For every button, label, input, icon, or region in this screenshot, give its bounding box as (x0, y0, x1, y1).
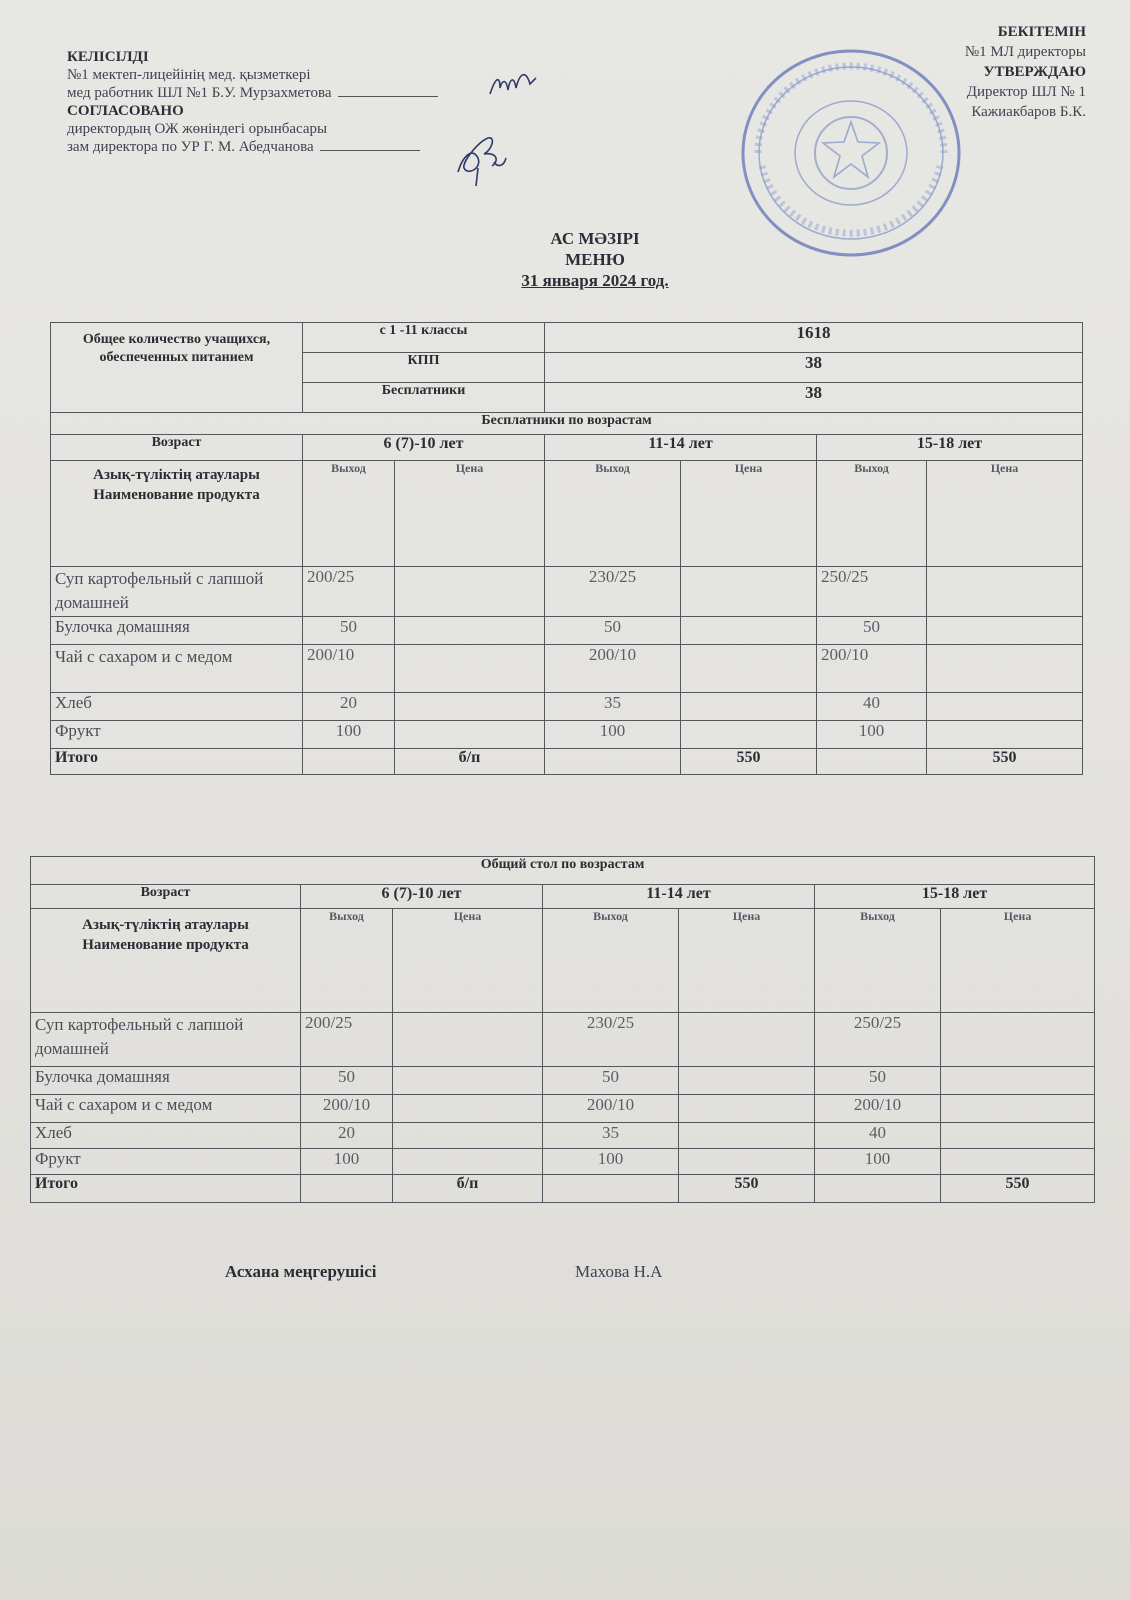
product-name: Фрукт (31, 1149, 301, 1175)
age-group: 6 (7)-10 лет (303, 435, 545, 461)
ru-approve-title: УТВЕРЖДАЮ (983, 64, 1086, 80)
total-value: 550 (681, 749, 817, 775)
output-value: 50 (543, 1067, 679, 1095)
output-value: 50 (301, 1067, 393, 1095)
output-value: 200/10 (545, 645, 681, 693)
table-row (31, 1013, 1095, 1067)
col-price: Цена (927, 461, 1083, 567)
output-value: 20 (301, 1123, 393, 1149)
age-label: Возраст (51, 435, 303, 461)
output-value: 200/10 (301, 1095, 393, 1123)
signature-line (320, 140, 420, 151)
output-value: 40 (817, 693, 927, 721)
output-value: 50 (815, 1067, 941, 1095)
canteen-head-role: Асхана меңгерушісі (225, 1262, 377, 1281)
col-output: Выход (817, 461, 927, 567)
col-output: Выход (301, 909, 393, 1013)
total-row (31, 1175, 1095, 1203)
output-value: 20 (303, 693, 395, 721)
table-row (31, 1095, 1095, 1123)
output-value: 50 (303, 617, 395, 645)
summary-name: с 1 -11 классы (303, 323, 545, 353)
approval-left (67, 48, 438, 156)
output-value: 100 (303, 721, 395, 749)
table-row (31, 1123, 1095, 1149)
product-name: Булочка домашняя (51, 617, 303, 645)
output-value: 230/25 (545, 567, 681, 617)
summary-value: 38 (545, 383, 1083, 413)
output-value: 35 (543, 1123, 679, 1149)
col-output: Выход (545, 461, 681, 567)
col-price: Цена (941, 909, 1095, 1013)
output-value: 200/25 (303, 567, 395, 617)
summary-row (51, 323, 1083, 353)
menu-date: 31 января 2024 год. (521, 271, 669, 290)
table-row (51, 567, 1083, 617)
output-value: 230/25 (543, 1013, 679, 1067)
approval-right (965, 22, 1086, 122)
deputy-signature (448, 128, 518, 190)
age-group: 15-18 лет (817, 435, 1083, 461)
total-value: 550 (927, 749, 1083, 775)
product-name: Суп картофельный с лапшой домашней (51, 567, 303, 617)
summary-name: КПП (303, 353, 545, 383)
output-value: 50 (817, 617, 927, 645)
title-ru: МЕНЮ (565, 250, 625, 269)
table-row (51, 721, 1083, 749)
output-value: 250/25 (817, 567, 927, 617)
free-meals-table (50, 322, 1083, 775)
output-value: 200/25 (301, 1013, 393, 1067)
product-name: Хлеб (51, 693, 303, 721)
kz-agreed-title: КЕЛІСІЛДІ (67, 49, 149, 65)
product-header: Азық-түліктің атаулары Наименование продукта (31, 909, 301, 1013)
signature-line (338, 86, 438, 97)
summary-name: Бесплатники (303, 383, 545, 413)
age-group: 6 (7)-10 лет (301, 885, 543, 909)
total-value: 550 (941, 1175, 1095, 1203)
kz-director-line: №1 МЛ директоры (964, 44, 1086, 60)
canteen-head-name: Махова Н.А (575, 1262, 663, 1281)
age-label: Возраст (31, 885, 301, 909)
product-name: Булочка домашняя (31, 1067, 301, 1095)
ru-agreed-title: СОГЛАСОВАНО (67, 103, 184, 119)
output-value: 50 (545, 617, 681, 645)
output-value: 250/25 (815, 1013, 941, 1067)
kz-medic-line: №1 мектеп-лицейінің мед. қызметкері (67, 67, 311, 83)
medic-signature (486, 66, 546, 106)
col-output: Выход (303, 461, 395, 567)
age-group: 11-14 лет (545, 435, 817, 461)
product-name: Хлеб (31, 1123, 301, 1149)
menu-title (0, 228, 1130, 291)
output-value: 200/10 (817, 645, 927, 693)
col-price: Цена (679, 909, 815, 1013)
total-label: Итого (51, 749, 303, 775)
output-value: 100 (543, 1149, 679, 1175)
product-name: Фрукт (51, 721, 303, 749)
table-row (31, 1149, 1095, 1175)
total-label: Итого (31, 1175, 301, 1203)
title-kz: АС МӘЗІРІ (550, 229, 640, 248)
product-header: Азық-түліктің атаулары Наименование продукта (51, 461, 303, 567)
director-name: Кажиакбаров Б.К. (971, 104, 1086, 120)
output-value: 200/10 (543, 1095, 679, 1123)
total-row (51, 749, 1083, 775)
col-price: Цена (395, 461, 545, 567)
output-value: 35 (545, 693, 681, 721)
col-output: Выход (543, 909, 679, 1013)
total-value: 550 (679, 1175, 815, 1203)
ru-medic-line: мед работник ШЛ №1 Б.У. Мурзахметова (67, 85, 332, 101)
summary-value: 38 (545, 353, 1083, 383)
output-value: 200/10 (303, 645, 395, 693)
summary-value: 1618 (545, 323, 1083, 353)
product-name: Суп картофельный с лапшой домашней (31, 1013, 301, 1067)
col-output: Выход (815, 909, 941, 1013)
table-row (51, 693, 1083, 721)
age-group: 15-18 лет (815, 885, 1095, 909)
total-value: б/п (395, 749, 545, 775)
age-group: 11-14 лет (543, 885, 815, 909)
output-value: 40 (815, 1123, 941, 1149)
col-price: Цена (393, 909, 543, 1013)
table-title: Бесплатники по возрастам (51, 413, 1083, 435)
output-value: 100 (815, 1149, 941, 1175)
output-value: 200/10 (815, 1095, 941, 1123)
general-table (30, 856, 1095, 1203)
table-row (51, 617, 1083, 645)
ru-deputy-line: зам директора по УР Г. М. Абедчанова (67, 139, 314, 155)
table-title: Общий стол по возрастам (31, 857, 1095, 885)
total-value: б/п (393, 1175, 543, 1203)
product-name: Чай с сахаром и с медом (31, 1095, 301, 1123)
table-row (31, 1067, 1095, 1095)
output-value: 100 (301, 1149, 393, 1175)
output-value: 100 (545, 721, 681, 749)
summary-label: Общее количество учащихся, обеспеченных питанием (51, 323, 303, 413)
col-price: Цена (681, 461, 817, 567)
kz-approve-title: БЕКІТЕМІН (997, 24, 1086, 40)
output-value: 100 (817, 721, 927, 749)
ru-director-line: Директор ШЛ № 1 (966, 84, 1086, 100)
product-name: Чай с сахаром и с медом (51, 645, 303, 693)
kz-deputy-line: директордың ОЖ жөніндегі орынбасары (67, 121, 328, 137)
table-row (51, 645, 1083, 693)
